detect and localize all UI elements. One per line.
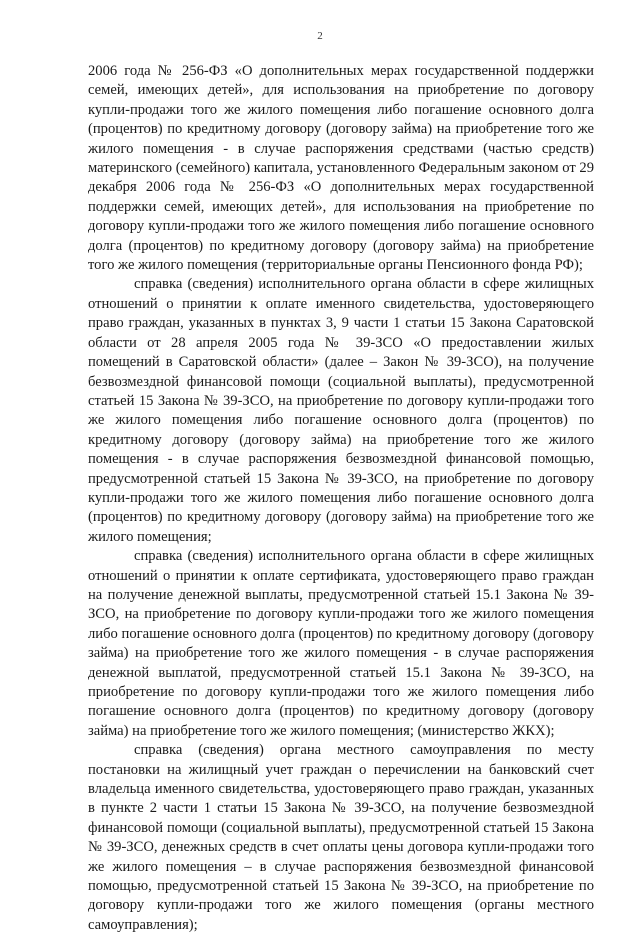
- page-number: 2: [317, 30, 323, 42]
- document-body: [88, 62, 594, 935]
- paragraph-payment-certificate: справка (сведения) исполнительного органа области в сфере жилищных отношений о принятии к оплате сертификата, удостоверяющего право граждан на получение денежной выплаты, предусмотренной статьей 15.1 Закона № 39-ЗСО, на приобретение по договору купли-продажи того же жилого помещения либо погашение основного долга (процентов) по кредитному договору (договору займа) на приобретение того же жилого помещения - в случае распоряжения денежной выплатой, предусмотренной статьей 15.1 Закона № 39-ЗСО, на приобретение по договору купли-продажи того же жилого помещения либо погашение основного долга (процентов) по кредитному договору (договору займа) на приобретение того же жилого помещения; (министерство ЖКХ);: [88, 548, 594, 739]
- paragraph-housing-certificate: справка (сведения) исполнительного органа области в сфере жилищных отношений о принятии к оплате именного свидетельства, удостоверяющего право граждан, указанных в пунктах 3, 9 части 1 статьи 15 Закона Саратовской области от 28 апреля 2005 года № 39-ЗСО «О предоставлении жилых помещений в Саратовской области» (далее – Закон № 39-ЗСО), на получение безвозмездной финансовой помощи (социальной выплаты), предусмотренной статьей 15 Закона № 39-ЗСО, на приобретение по договору купли-продажи того же жилого помещения либо погашение основного долга (процентов) по кредитному договору (договору займа) на приобретение того же жилого помещения - в случае распоряжения безвозмездной финансовой помощью, предусмотренной статьей 15 Закона № 39-ЗСО, на приобретение по договору купли-продажи того же жилого помещения либо погашение основного долга (процентов) по кредитному договору (договору займа) на приобретение того же жилого помещения;: [88, 276, 594, 545]
- paragraph-continuation: 2006 года № 256-ФЗ «О дополнительных мерах государственной поддержки семей, имеющих детей», для использования на приобретение по договору купли-продажи того же жилого помещения либо погашение основного долга (процентов) по кредитному договору (договору займа) на приобретение того же жилого помещения - в случае распоряжения средствами (частью средств) материнского (семейного) капитала, установленного Федеральным законом от 29 декабря 2006 года № 256-ФЗ «О дополнительных мерах государственной поддержки семей, имеющих детей», для использования на приобретение по договору купли-продажи того же жилого помещения либо погашение основного долга (процентов) по кредитному договору (договору займа) на приобретение того же жилого помещения (территориальные органы Пенсионного фонда РФ);: [88, 63, 594, 274]
- paragraph-local-government: справка (сведения) органа местного самоуправления по месту постановки на жилищный учет граждан о перечислении на банковский счет владельца именного свидетельства, удостоверяющего право граждан, указанных в пункте 2 части 1 статьи 15 Закона № 39-ЗСО, на получение безвозмездной финансовой помощи (социальной выплаты), предусмотренной статьей 15 Закона № 39-ЗСО, денежных средств в счет оплаты цены договора купли-продажи того же жилого помещения – в случае распоряжения безвозмездной финансовой помощью, предусмотренной статьей 15 Закона № 39-ЗСО, на приобретение по договору купли-продажи того же жилого помещения (органы местного самоуправления);: [88, 742, 594, 933]
